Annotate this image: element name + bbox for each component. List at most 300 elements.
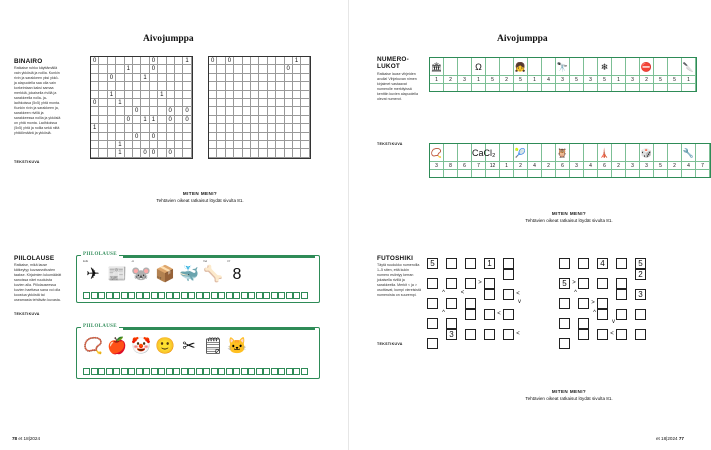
futoshiki-cell[interactable] <box>446 258 457 269</box>
futoshiki-cell[interactable] <box>503 329 514 340</box>
binairo-cell[interactable] <box>268 57 276 65</box>
answer-box[interactable] <box>113 368 120 375</box>
binairo-cell[interactable] <box>276 107 284 115</box>
answer-box[interactable] <box>301 368 308 375</box>
answer-cell[interactable] <box>598 170 612 177</box>
binairo-cell[interactable] <box>183 65 191 73</box>
answer-box[interactable] <box>233 368 240 375</box>
binairo-cell[interactable] <box>243 82 251 90</box>
answer-box[interactable] <box>248 368 255 375</box>
binairo-cell[interactable]: 0 <box>125 116 133 124</box>
binairo-cell[interactable] <box>91 116 99 124</box>
binairo-cell[interactable] <box>116 107 124 115</box>
binairo-cell[interactable] <box>234 107 242 115</box>
binairo-cell[interactable] <box>259 107 267 115</box>
futoshiki-cell[interactable] <box>616 329 627 340</box>
answer-cell[interactable] <box>626 84 640 91</box>
binairo-cell[interactable] <box>133 65 141 73</box>
binairo-cell[interactable] <box>301 149 309 157</box>
binairo-cell[interactable] <box>91 82 99 90</box>
binairo-cell[interactable] <box>293 107 301 115</box>
binairo-cell[interactable]: 1 <box>141 74 149 82</box>
binairo-cell[interactable] <box>175 91 183 99</box>
binairo-cell[interactable] <box>243 91 251 99</box>
binairo-cell[interactable] <box>99 57 107 65</box>
answer-cell[interactable] <box>472 84 486 91</box>
answer-row[interactable] <box>430 170 710 177</box>
futoshiki-cell[interactable]: 3 <box>635 289 646 300</box>
futoshiki-cell[interactable]: 2 <box>635 269 646 280</box>
binairo-cell[interactable] <box>226 91 234 99</box>
binairo-cell[interactable] <box>276 57 284 65</box>
answer-box[interactable] <box>128 292 135 299</box>
binairo-cell[interactable] <box>99 133 107 141</box>
answer-cell[interactable] <box>640 84 654 91</box>
binairo-cell[interactable] <box>175 133 183 141</box>
answer-box[interactable] <box>136 292 143 299</box>
answer-box[interactable] <box>83 292 90 299</box>
binairo-cell[interactable] <box>209 149 217 157</box>
binairo-cell[interactable] <box>217 133 225 141</box>
futoshiki-cell[interactable]: 5 <box>559 278 570 289</box>
binairo-cell[interactable] <box>285 99 293 107</box>
binairo-cell[interactable] <box>259 116 267 124</box>
binairo-cell[interactable] <box>91 107 99 115</box>
binairo-cell[interactable] <box>99 141 107 149</box>
answer-box[interactable] <box>278 292 285 299</box>
binairo-cell[interactable] <box>108 107 116 115</box>
binairo-cell[interactable] <box>108 124 116 132</box>
binairo-cell[interactable] <box>91 91 99 99</box>
answer-box[interactable] <box>98 292 105 299</box>
binairo-cell[interactable] <box>150 107 158 115</box>
binairo-cell[interactable] <box>158 107 166 115</box>
binairo-cell[interactable] <box>268 74 276 82</box>
answer-cell[interactable] <box>612 84 626 91</box>
binairo-cell[interactable] <box>276 116 284 124</box>
binairo-cell[interactable]: 1 <box>116 99 124 107</box>
binairo-cell[interactable] <box>301 74 309 82</box>
answer-box[interactable] <box>151 368 158 375</box>
answer-box[interactable] <box>203 292 210 299</box>
binairo-cell[interactable] <box>293 124 301 132</box>
binairo-cell[interactable] <box>183 99 191 107</box>
binairo-cell[interactable] <box>226 141 234 149</box>
binairo-cell[interactable] <box>183 149 191 157</box>
binairo-cell[interactable] <box>293 149 301 157</box>
answer-box[interactable] <box>293 292 300 299</box>
binairo-cell[interactable] <box>243 116 251 124</box>
answer-cell[interactable] <box>668 170 682 177</box>
binairo-cell[interactable] <box>234 57 242 65</box>
binairo-cell[interactable] <box>150 99 158 107</box>
futoshiki-cell[interactable] <box>446 298 457 309</box>
binairo-cell[interactable] <box>251 82 259 90</box>
answer-box[interactable] <box>271 292 278 299</box>
binairo-cell[interactable] <box>99 91 107 99</box>
binairo-cell[interactable] <box>268 107 276 115</box>
futoshiki-cell[interactable] <box>465 278 476 289</box>
answer-box[interactable] <box>143 368 150 375</box>
binairo-cell[interactable] <box>183 124 191 132</box>
binairo-cell[interactable]: 0 <box>209 57 217 65</box>
binairo-cell[interactable] <box>259 82 267 90</box>
binairo-cell[interactable] <box>158 82 166 90</box>
binairo-cell[interactable] <box>125 133 133 141</box>
binairo-cell[interactable] <box>108 99 116 107</box>
binairo-cell[interactable] <box>234 133 242 141</box>
binairo-cell[interactable] <box>243 74 251 82</box>
futoshiki-cell[interactable] <box>597 329 608 340</box>
binairo-cell[interactable]: 1 <box>158 91 166 99</box>
answer-box[interactable] <box>286 368 293 375</box>
binairo-cell[interactable] <box>141 133 149 141</box>
binairo-cell[interactable] <box>108 141 116 149</box>
binairo-cell[interactable] <box>285 91 293 99</box>
binairo-cell[interactable] <box>108 57 116 65</box>
binairo-cell[interactable]: 1 <box>183 57 191 65</box>
binairo-cell[interactable] <box>209 133 217 141</box>
answer-cell[interactable] <box>458 170 472 177</box>
binairo-cell[interactable] <box>158 141 166 149</box>
answer-cell[interactable] <box>654 84 668 91</box>
binairo-cell[interactable] <box>175 74 183 82</box>
binairo-cell[interactable] <box>167 141 175 149</box>
binairo-cell[interactable] <box>209 74 217 82</box>
answer-box[interactable] <box>226 292 233 299</box>
binairo-cell[interactable] <box>175 124 183 132</box>
binairo-cell[interactable] <box>301 57 309 65</box>
binairo-cell[interactable] <box>209 107 217 115</box>
futoshiki-cell[interactable]: 3 <box>446 329 457 340</box>
futoshiki-cell[interactable] <box>465 258 476 269</box>
answer-cell[interactable] <box>458 84 472 91</box>
binairo-cell[interactable] <box>116 82 124 90</box>
binairo-cell[interactable] <box>99 124 107 132</box>
answer-box[interactable] <box>173 368 180 375</box>
binairo-cell[interactable] <box>217 116 225 124</box>
binairo-cell[interactable] <box>293 99 301 107</box>
binairo-cell[interactable] <box>133 124 141 132</box>
binairo-cell[interactable] <box>243 141 251 149</box>
binairo-cell[interactable] <box>141 99 149 107</box>
binairo-cell[interactable]: 1 <box>150 116 158 124</box>
binairo-cell[interactable] <box>217 65 225 73</box>
binairo-cell[interactable] <box>209 116 217 124</box>
binairo-cell[interactable]: 1 <box>108 91 116 99</box>
binairo-cell[interactable] <box>234 82 242 90</box>
binairo-cell[interactable]: 0 <box>285 65 293 73</box>
answer-box[interactable] <box>286 292 293 299</box>
binairo-cell[interactable] <box>243 99 251 107</box>
answer-cell[interactable] <box>500 84 514 91</box>
answer-box[interactable] <box>166 368 173 375</box>
binairo-cell[interactable] <box>133 149 141 157</box>
answer-box[interactable] <box>151 292 158 299</box>
binairo-cell[interactable]: 0 <box>167 149 175 157</box>
answer-cell[interactable] <box>472 170 486 177</box>
binairo-cell[interactable] <box>285 74 293 82</box>
answer-box[interactable] <box>256 368 263 375</box>
answer-box[interactable] <box>241 292 248 299</box>
answer-box[interactable] <box>301 292 308 299</box>
binairo-cell[interactable] <box>276 91 284 99</box>
binairo-cell[interactable] <box>259 133 267 141</box>
binairo-cell[interactable] <box>301 82 309 90</box>
answer-box[interactable] <box>91 368 98 375</box>
binairo-cell[interactable] <box>183 133 191 141</box>
answer-cell[interactable] <box>430 170 444 177</box>
binairo-cell[interactable]: 0 <box>133 133 141 141</box>
binairo-cell[interactable] <box>133 74 141 82</box>
binairo-cell[interactable] <box>217 82 225 90</box>
answer-cell[interactable] <box>682 170 696 177</box>
answer-cell[interactable] <box>528 84 542 91</box>
binairo-cell[interactable] <box>91 149 99 157</box>
binairo-cell[interactable] <box>226 149 234 157</box>
answer-box[interactable] <box>128 368 135 375</box>
binairo-cell[interactable]: 0 <box>150 149 158 157</box>
binairo-cell[interactable] <box>116 133 124 141</box>
binairo-cell[interactable] <box>108 65 116 73</box>
answer-box[interactable] <box>218 368 225 375</box>
binairo-cell[interactable] <box>141 107 149 115</box>
binairo-cell[interactable] <box>259 124 267 132</box>
binairo-cell[interactable] <box>99 149 107 157</box>
binairo-cell[interactable] <box>234 141 242 149</box>
binairo-cell[interactable] <box>99 107 107 115</box>
binairo-cell[interactable] <box>175 107 183 115</box>
binairo-cell[interactable] <box>183 74 191 82</box>
binairo-cell[interactable] <box>108 82 116 90</box>
binairo-cell[interactable] <box>226 133 234 141</box>
binairo-cell[interactable] <box>167 57 175 65</box>
binairo-cell[interactable] <box>99 99 107 107</box>
answer-cell[interactable] <box>626 170 640 177</box>
binairo-cell[interactable] <box>268 141 276 149</box>
answer-cell[interactable] <box>640 170 654 177</box>
binairo-cell[interactable] <box>209 124 217 132</box>
answer-box[interactable] <box>241 368 248 375</box>
answer-cell[interactable] <box>556 84 570 91</box>
binairo-cell[interactable] <box>251 91 259 99</box>
binairo-cell[interactable] <box>150 74 158 82</box>
binairo-cell[interactable]: 1 <box>293 57 301 65</box>
futoshiki-cell[interactable] <box>635 329 646 340</box>
answer-box[interactable] <box>196 368 203 375</box>
futoshiki-cell[interactable] <box>427 298 438 309</box>
binairo-cell[interactable] <box>175 116 183 124</box>
binairo-cell[interactable] <box>251 65 259 73</box>
binairo-cell[interactable] <box>167 133 175 141</box>
answer-boxes[interactable] <box>83 368 308 375</box>
answer-box[interactable] <box>278 368 285 375</box>
binairo-cell[interactable] <box>133 82 141 90</box>
futoshiki-cell[interactable] <box>578 298 589 309</box>
binairo-cell[interactable] <box>116 124 124 132</box>
binairo-cell[interactable] <box>158 133 166 141</box>
binairo-cell[interactable] <box>276 141 284 149</box>
binairo-cell[interactable] <box>268 65 276 73</box>
answer-box[interactable] <box>113 292 120 299</box>
binairo-cell[interactable] <box>285 141 293 149</box>
binairo-cell[interactable] <box>217 99 225 107</box>
answer-box[interactable] <box>173 292 180 299</box>
binairo-cell[interactable] <box>293 74 301 82</box>
binairo-cell[interactable] <box>217 57 225 65</box>
answer-cell[interactable] <box>570 170 584 177</box>
binairo-cell[interactable] <box>301 107 309 115</box>
binairo-cell[interactable] <box>133 91 141 99</box>
binairo-cell[interactable] <box>234 149 242 157</box>
binairo-cell[interactable] <box>285 107 293 115</box>
answer-boxes[interactable] <box>83 292 308 299</box>
binairo-cell[interactable] <box>293 65 301 73</box>
answer-box[interactable] <box>158 368 165 375</box>
binairo-cell[interactable] <box>141 57 149 65</box>
answer-cell[interactable] <box>542 170 556 177</box>
answer-box[interactable] <box>263 368 270 375</box>
binairo-cell[interactable]: 0 <box>226 57 234 65</box>
futoshiki-cell[interactable] <box>578 278 589 289</box>
binairo-cell[interactable] <box>293 116 301 124</box>
answer-box[interactable] <box>166 292 173 299</box>
binairo-cell[interactable] <box>150 124 158 132</box>
binairo-cell[interactable] <box>141 82 149 90</box>
binairo-cell[interactable]: 0 <box>108 74 116 82</box>
answer-box[interactable] <box>121 292 128 299</box>
binairo-cell[interactable] <box>108 149 116 157</box>
binairo-cell[interactable] <box>243 65 251 73</box>
binairo-cell[interactable] <box>243 149 251 157</box>
binairo-cell[interactable]: 0 <box>91 57 99 65</box>
binairo-cell[interactable] <box>158 116 166 124</box>
binairo-cell[interactable] <box>226 124 234 132</box>
binairo-cell[interactable] <box>276 99 284 107</box>
binairo-cell[interactable] <box>116 65 124 73</box>
binairo-cell[interactable] <box>133 116 141 124</box>
binairo-cell[interactable] <box>175 149 183 157</box>
binairo-cell[interactable]: 1 <box>91 124 99 132</box>
binairo-cell[interactable] <box>125 107 133 115</box>
binairo-cell[interactable] <box>209 65 217 73</box>
binairo-cell[interactable] <box>209 91 217 99</box>
binairo-cell[interactable] <box>276 65 284 73</box>
binairo-cell[interactable] <box>217 124 225 132</box>
binairo-cell[interactable] <box>301 133 309 141</box>
binairo-cell[interactable] <box>259 65 267 73</box>
binairo-cell[interactable] <box>234 116 242 124</box>
futoshiki-cell[interactable] <box>616 278 627 289</box>
binairo-cell[interactable] <box>268 91 276 99</box>
binairo-cell[interactable] <box>91 65 99 73</box>
binairo-cell[interactable] <box>251 107 259 115</box>
binairo-cell[interactable] <box>301 124 309 132</box>
answer-box[interactable] <box>196 292 203 299</box>
binairo-cell[interactable] <box>91 141 99 149</box>
binairo-cell[interactable]: 0 <box>167 116 175 124</box>
answer-box[interactable] <box>181 368 188 375</box>
answer-box[interactable] <box>136 368 143 375</box>
binairo-cell[interactable] <box>108 133 116 141</box>
answer-cell[interactable] <box>542 84 556 91</box>
binairo-cell[interactable] <box>268 133 276 141</box>
binairo-cell[interactable] <box>251 141 259 149</box>
answer-box[interactable] <box>121 368 128 375</box>
binairo-cell[interactable] <box>259 149 267 157</box>
binairo-cell[interactable] <box>108 116 116 124</box>
binairo-cell[interactable] <box>167 124 175 132</box>
answer-cell[interactable] <box>584 170 598 177</box>
answer-cell[interactable] <box>486 170 500 177</box>
binairo-cell[interactable]: 0 <box>91 99 99 107</box>
binairo-cell[interactable] <box>125 74 133 82</box>
binairo-cell[interactable] <box>209 99 217 107</box>
answer-cell[interactable] <box>612 170 626 177</box>
answer-box[interactable] <box>211 292 218 299</box>
answer-box[interactable] <box>143 292 150 299</box>
futoshiki-cell[interactable] <box>616 258 627 269</box>
futoshiki-cell[interactable] <box>465 298 476 309</box>
binairo-cell[interactable]: 1 <box>141 116 149 124</box>
answer-cell[interactable] <box>668 84 682 91</box>
answer-box[interactable] <box>293 368 300 375</box>
futoshiki-cell[interactable] <box>559 338 570 349</box>
binairo-cell[interactable] <box>268 124 276 132</box>
futoshiki-cell[interactable] <box>446 318 457 329</box>
binairo-cell[interactable] <box>175 82 183 90</box>
binairo-cell[interactable] <box>251 99 259 107</box>
answer-box[interactable] <box>226 368 233 375</box>
binairo-cell[interactable] <box>251 116 259 124</box>
binairo-cell[interactable]: 0 <box>167 107 175 115</box>
binairo-cell[interactable] <box>116 57 124 65</box>
binairo-cell[interactable] <box>158 99 166 107</box>
answer-box[interactable] <box>98 368 105 375</box>
binairo-cell[interactable]: 0 <box>150 57 158 65</box>
binairo-cell[interactable] <box>226 82 234 90</box>
answer-box[interactable] <box>83 368 90 375</box>
futoshiki-cell[interactable] <box>427 278 438 289</box>
answer-cell[interactable] <box>598 84 612 91</box>
binairo-cell[interactable] <box>293 91 301 99</box>
binairo-cell[interactable] <box>217 91 225 99</box>
binairo-cell[interactable] <box>234 99 242 107</box>
binairo-cell[interactable]: 0 <box>150 65 158 73</box>
binairo-cell[interactable] <box>217 107 225 115</box>
binairo-cell[interactable] <box>285 82 293 90</box>
binairo-cell[interactable] <box>158 149 166 157</box>
futoshiki-cell[interactable] <box>427 338 438 349</box>
binairo-cell[interactable] <box>141 65 149 73</box>
binairo-cell[interactable] <box>268 99 276 107</box>
binairo-cell[interactable] <box>99 65 107 73</box>
binairo-cell[interactable] <box>125 124 133 132</box>
futoshiki-cell[interactable] <box>597 278 608 289</box>
answer-box[interactable] <box>218 292 225 299</box>
futoshiki-cell[interactable] <box>559 298 570 309</box>
binairo-cell[interactable] <box>234 91 242 99</box>
binairo-cell[interactable] <box>243 107 251 115</box>
binairo-cell[interactable] <box>226 116 234 124</box>
answer-box[interactable] <box>271 368 278 375</box>
binairo-cell[interactable] <box>183 82 191 90</box>
answer-box[interactable] <box>248 292 255 299</box>
binairo-cell[interactable] <box>167 74 175 82</box>
futoshiki-grid-2[interactable] <box>559 258 654 358</box>
binairo-cell[interactable] <box>116 116 124 124</box>
binairo-cell[interactable] <box>259 99 267 107</box>
